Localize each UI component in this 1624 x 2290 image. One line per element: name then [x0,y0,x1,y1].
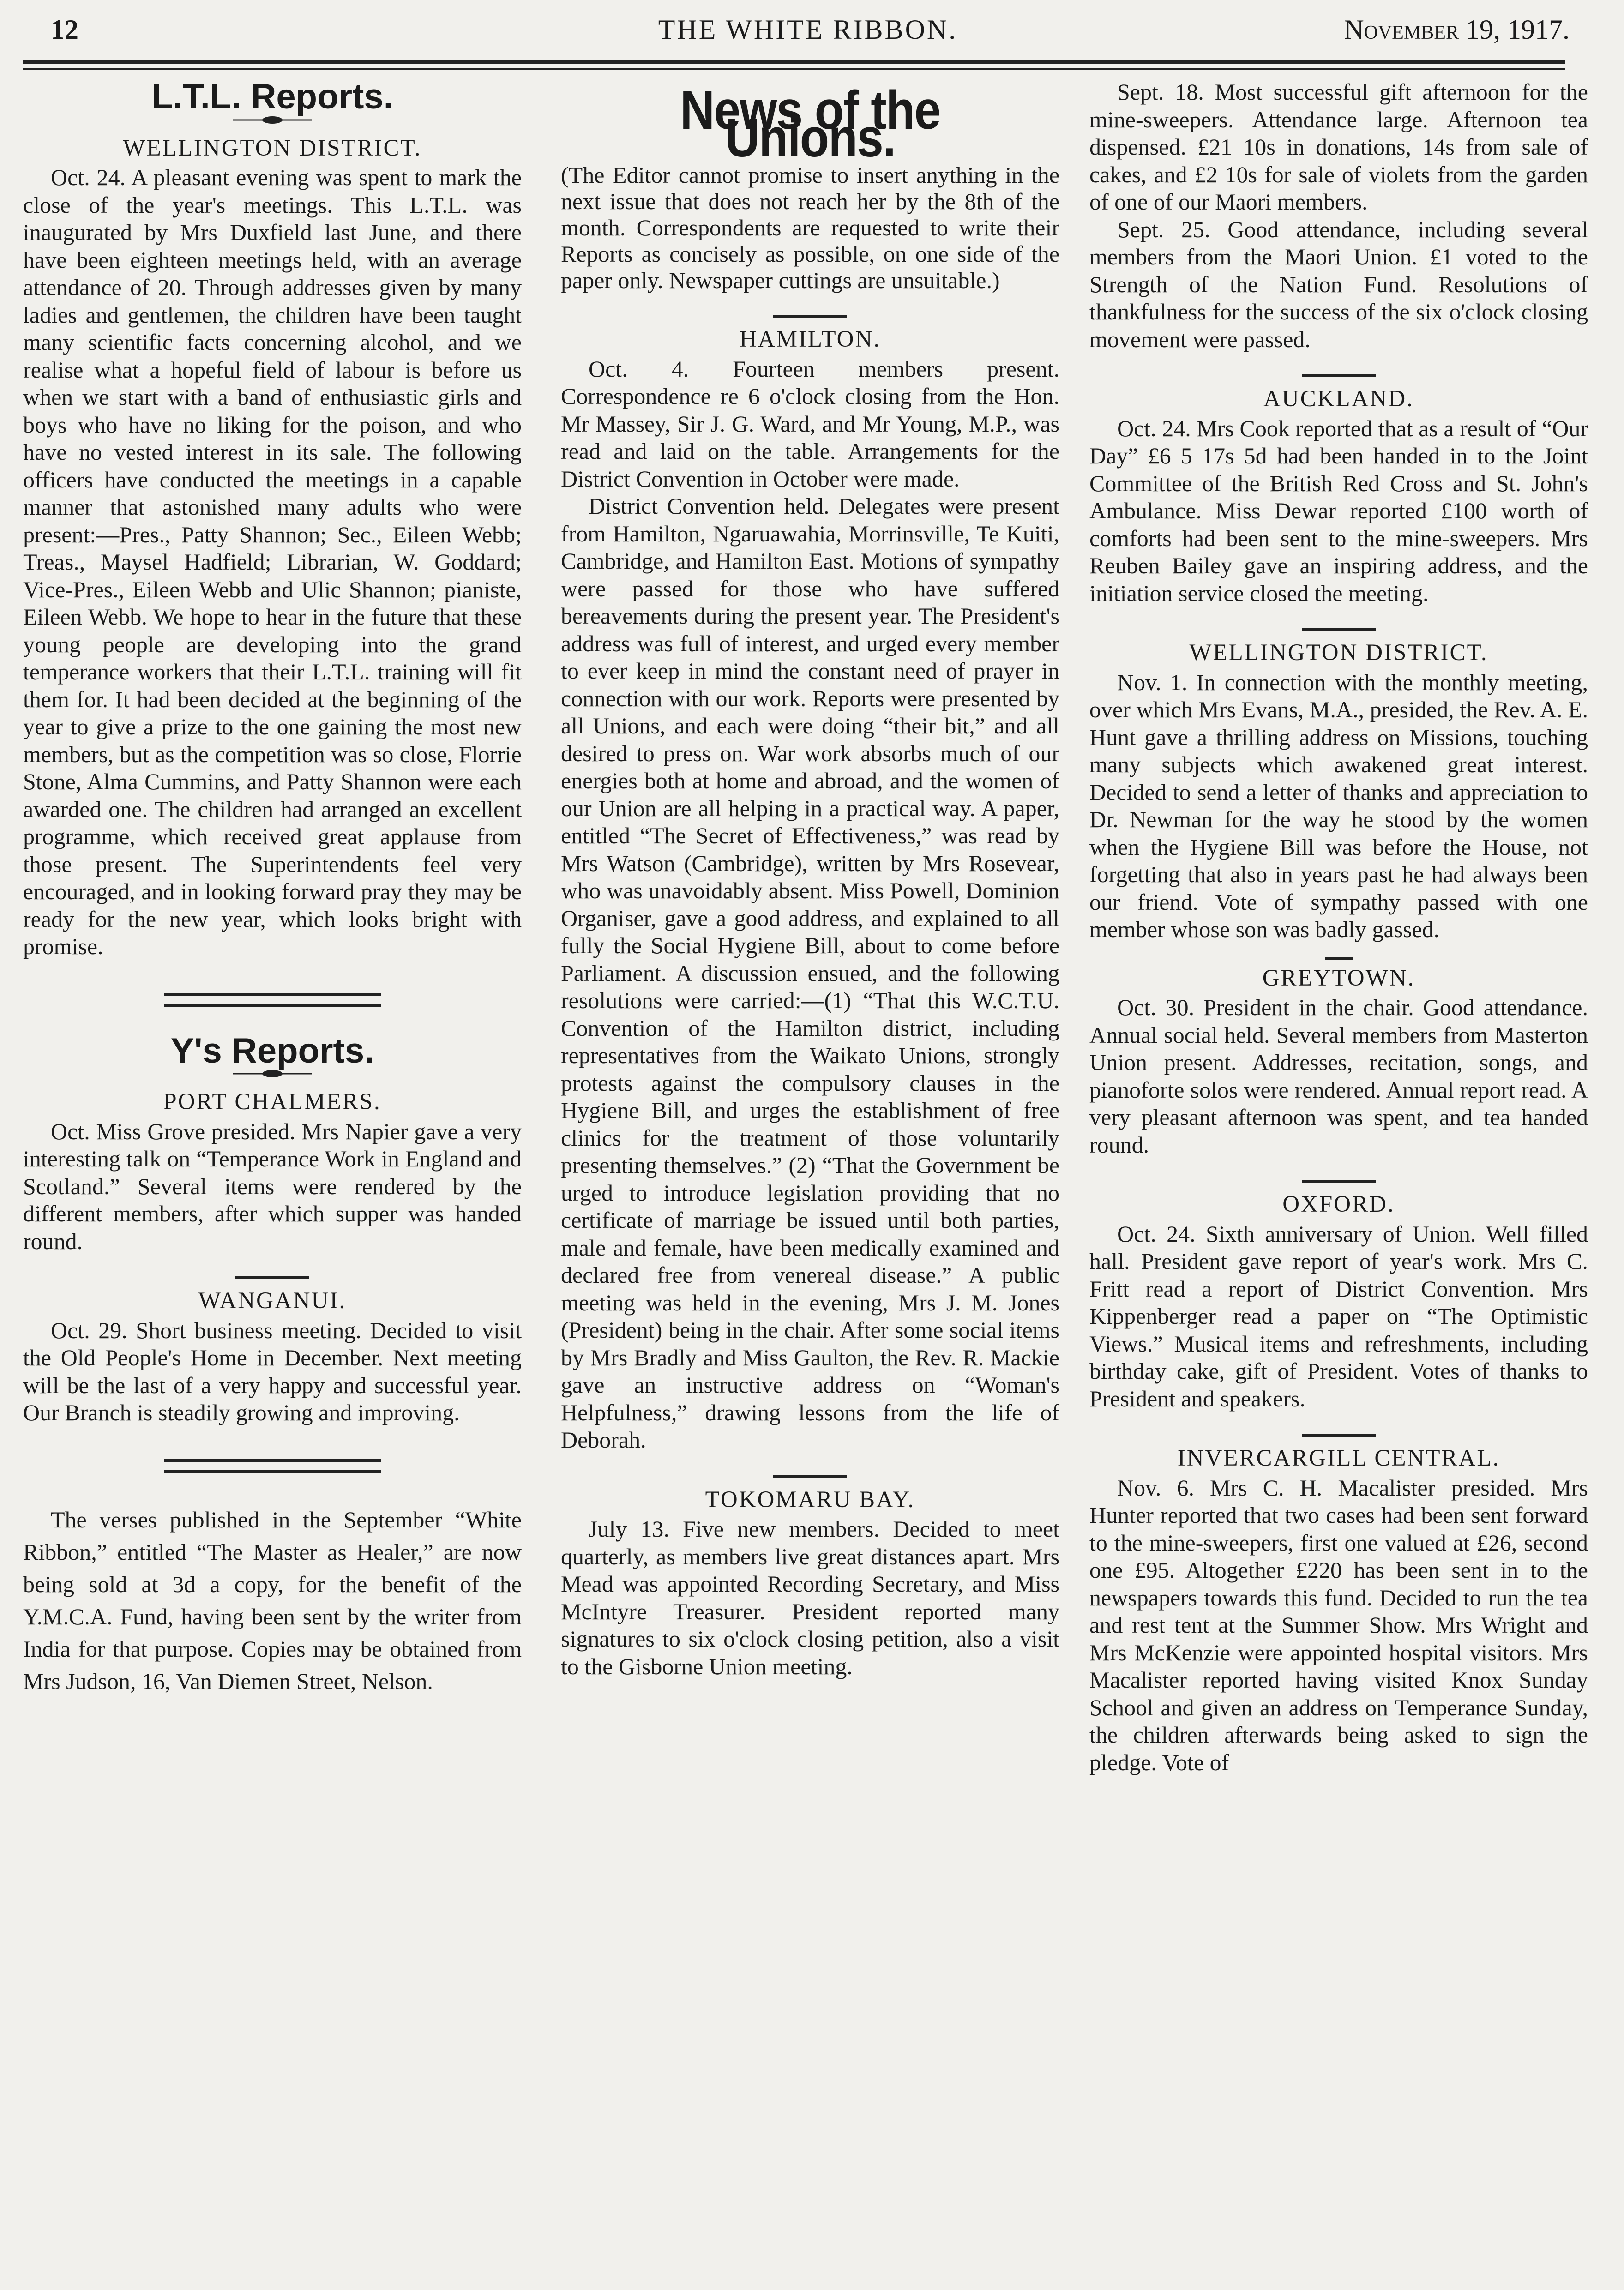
wanganui-text: Oct. 29. Short business meeting. Decided to visit the Old People's Home in December. Next meeting will be the last of a very happy and successful year. Our Branch is steadily growing and improving. [23,1317,522,1425]
verses-notice: The verses published in the September “White Ribbon,” entitled “The Master as Healer,” are now being sold at 3d a copy, for the benefit of the Y.M.C.A. Fund, having been sent by the writer from India for that purpose. Copies may be obtained from Mrs Judson, 16, Van Diemen Street, Nelson. [23,1506,522,1694]
tokomaru-text: July 13. Five new members. Decided to meet quarterly, as members live great distances apart. Mrs Mead was appointed Recording Secretary, and Miss McIntyre Treasurer. President reported many signatures to six o'clock closing petition, also a visit to the Gisborne Union meeting. [561,1516,1059,1679]
issue-date: November 19, 1917. [1344,14,1570,45]
page-number: 12 [51,14,78,45]
news-of-unions-title: News of the Unions. [680,80,940,168]
sept25-text: Sept. 25. Good attendance, including several members from the Maori Union. £1 voted to the Strength of the Nation Fund. Resolutions of thankfulness for the success of the six o'clock closing movement were passed. [1089,216,1588,352]
ltl-wellington-heading: WELLINGTON DISTRICT. [123,135,422,161]
wanganui-heading: WANGANUI. [198,1288,347,1314]
short-rule [1089,957,1588,960]
greytown-heading: GREYTOWN. [1262,965,1415,991]
section-rule [164,1459,381,1473]
oxford-text: Oct. 24. Sixth anniversary of Union. Well filled hall. President gave report of year's work. Mrs C. Fritt read a report of District Convention. Mrs Kippenberger read a paper on “The Optimistic Views.” Musical items and refreshments, including birthday cake, gift of President. Votes of thanks to President and speakers. [1089,1220,1588,1412]
short-rule [1089,374,1588,377]
column-right [1089,78,1588,1776]
auckland-text: Oct. 24. Mrs Cook reported that as a result of “Our Day” £6 5 17s 5d had been handed in to the Joint Committee of the British Red Cross and St. John's Ambulance. Miss Dewar reported £100 worth of comforts had been sent to the mine-sweepers. Mrs Reuben Bailey gave an inspiring address, and the initiation service closed the meeting. [1089,415,1588,606]
greytown-text: Oct. 30. President in the chair. Good attendance. Annual social held. Several members from Masterton Union present. Addresses, recitation, songs, and pianoforte solos were rendered. Annual report read. A very pleasant afternoon was spent, and tea handed round. [1089,994,1588,1158]
ltl-wellington-text: Oct. 24. A pleasant evening was spent to mark the close of the year's meetings. This L.T.L. was inaugurated by Mrs Duxfield last June, and there have been eighteen meetings held, with an average attendance of 20. Through addresses given by many ladies and gentlemen, the children have been taught many scientific facts concerning alcohol, and we realise what a hopeful field of labour is before us when we start with a band of enthusiastic girls and boys who have no liking for the poison, and who have no vested interest in its sale. The following officers have conducted the meetings in a capable manner that astonished many adults who were present:—Pres., Patty Shannon; Sec., Eileen Webb; Treas., Maysel Hadfield; Librarian, W. Goddard; Vice-Pres., Eileen Webb and Ulic Shannon; pianiste, Eileen Webb. We hope to hear in the future that these young people are developing into the grand temperance workers that their L.T.L. training will fit them for. It had been decided at the beginning of the year to give a prize to the one gaining the most new members, but as the competition was so close, Florrie Stone, Alma Cummins, and Patty Shannon were each awarded one. The children had arranged an excellent programme, which received great applause from those present. The Superintendents feel very encouraged, and in looking forward pray they may be ready for the new year, which looks bright with promise. [23,164,522,959]
port-chalmers-heading: PORT CHALMERS. [163,1089,381,1115]
ornament-divider [23,114,522,126]
editor-notice: (The Editor cannot promise to insert anything in the next issue that does not reach her by the 8th of the month. Correspondents are requested to write their Reports as concisely as possible, on one side of the paper only. Newspaper cuttings are unsuitable.) [561,162,1059,293]
port-chalmers-text: Oct. Miss Grove presided. Mrs Napier gave a very interesting talk on “Temperance Work in England and Scotland.” Several items were rendered by the different members, after which supper was handed round. [23,1118,522,1254]
publication-title: THE WHITE RIBBON. [658,14,958,45]
wellington-district-text: Nov. 1. In connection with the monthly meeting, over which Mrs Evans, M.A., presided, the Rev. A. E. Hunt gave a thrilling address on Missions, touching many subjects which awakened great interest. Decided to send a letter of thanks and appreciation to Dr. Newman for the way he stood by the women when the Hygiene Bill was before the House, not forgetting that also in years past he had always been our friend. Vote of sympathy passed with one member whose son was badly gassed. [1089,669,1588,942]
ltl-reports-title: L.T.L. Reports. [151,77,393,116]
invercargill-text: Nov. 6. Mrs C. H. Macalister presided. Mrs Hunter reported that two cases had been sent forward to the mine-sweepers, first one valued at £26, second one £95. Altogether £220 has been sent in to the newspapers towards this fund. Decided to run the tea and rest tent at the Summer Show. Mrs Wright and Mrs McKenzie were appointed hospital visitors. Mrs Macalister reported having visited Knox Sunday School and given an address on Temperance Sunday, the children afterwards being asked to sign the pledge. Vote of [1089,1474,1588,1775]
short-rule [1089,1180,1588,1183]
short-rule [1089,628,1588,631]
page-header [46,10,1570,47]
tokomaru-heading: TOKOMARU BAY. [705,1486,915,1513]
header-rule [23,60,1565,64]
ys-reports-title: Y's Reports. [170,1031,374,1070]
oxford-heading: OXFORD. [1282,1191,1395,1217]
column-left [23,78,522,1697]
editor-notice-block [561,162,1059,294]
ornament-divider [23,1067,522,1080]
hamilton-text-1: Oct. 4. Fourteen members present. Correspondence re 6 o'clock closing from the Hon. Mr Massey, Sir J. G. Ward, and Mr Young, M.P., was read and laid on the table. Arrangements for the District Convention in October were made. [561,355,1059,492]
header-rule-thin [23,68,1565,70]
invercargill-heading: INVERCARGILL CENTRAL. [1177,1445,1500,1471]
short-rule [23,1276,522,1279]
column-middle [561,78,1059,1680]
wellington-district-heading: WELLINGTON DISTRICT. [1189,640,1488,666]
short-rule [1089,1434,1588,1437]
short-rule [561,1475,1059,1478]
hamilton-heading: HAMILTON. [739,326,881,352]
auckland-heading: AUCKLAND. [1263,386,1414,412]
short-rule [561,315,1059,318]
sept18-text: Sept. 18. Most successful gift afternoon for the mine-sweepers. Attendance large. Afternoon tea dispensed. £21 10s in donations, 14s from sale of cakes, and £2 10s for sale of violets from the garden of one of our Maori members. [1089,79,1588,215]
hamilton-text-2: District Convention held. Delegates were present from Hamilton, Ngaruawahia, Morrinsville, Te Kuiti, Cambridge, and Hamilton East. Motions of sympathy were passed for those who have suffered bereavements during the present year. The President's address was full of interest, and urged every member to ever keep in mind the constant need of prayer in connection with our work. Reports were presented by all Unions, and each were doing “their bit,” and all desired to press on. War work absorbs much of our energies both at home and abroad, and the women of our Union are all helping in a practical way. A paper, entitled “The Secret of Effectiveness,” was read by Mrs Watson (Cambridge), written by Mrs Rosevear, who was unavoidably absent. Miss Powell, Dominion Organiser, gave a good address, and explained to all fully the Social Hygiene Bill, about to come before Parliament. A discussion ensued, and the following resolutions were carried:—(1) “That this W.C.T.U. Convention of the Hamilton district, including representatives from the Waikato Unions, strongly protests against the compulsory clauses in the Hygiene Bill, and urges the establishment of free clinics for the treatment of those voluntarily presenting themselves.” (2) “That the Government be urged to introduce legislation providing that no certificate of marriage be issued until both parties, male and female, have been medically examined and declared free from venereal disease.” A public meeting was held in the evening, Mrs J. M. Jones (President) being in the chair. After some social items by Mrs Bradly and Miss Gaulton, the Rev. R. Mackie gave an instructive address on “Woman's Helpfulness,” drawing lessons from the life of Deborah. [561,493,1059,1453]
section-rule [164,993,381,1007]
